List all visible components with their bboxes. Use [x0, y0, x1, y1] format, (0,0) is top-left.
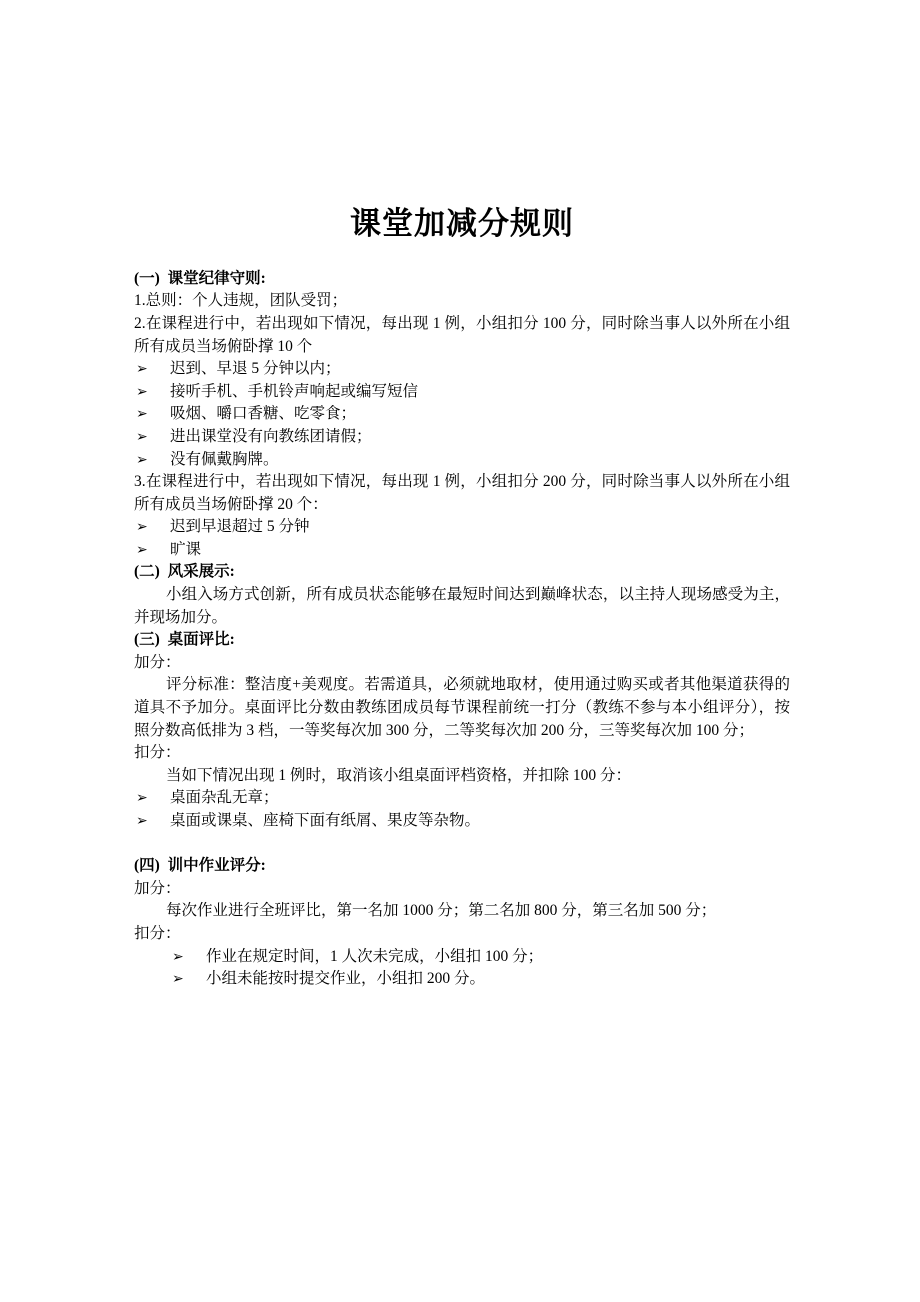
section-spacer [134, 833, 790, 856]
arrowhead-bullet-icon: ➢ [136, 361, 148, 378]
list-item-label: 桌面或课桌、座椅下面有纸屑、果皮等杂物。 [170, 812, 481, 829]
list-item-label: 作业在规定时间，1 人次未完成，小组扣 100 分； [206, 947, 544, 965]
arrowhead-bullet-icon: ➢ [136, 541, 148, 558]
homework-add-points-body: 每次作业进行全班评比，第一名加 1000 分；第二名加 800 分，第三名加 500 分； [166, 902, 717, 920]
arrowhead-bullet-icon: ➢ [136, 383, 148, 400]
rule-2-minus-100: 2.在课程进行中，若出现如下情况，每出现 1 例，小组扣分 100 分，同时除当事人以外所在小组所有成员当场俯卧撑 10 个 [134, 314, 790, 355]
arrowhead-bullet-icon: ➢ [136, 519, 148, 536]
arrowhead-bullet-icon: ➢ [136, 406, 148, 423]
list-item-label: 桌面杂乱无章； [170, 789, 279, 807]
list-item-label: 没有佩戴胸牌。 [170, 450, 279, 468]
desk-deduct-points-label: 扣分： [134, 744, 181, 762]
section-heading-2: (二) 风采展示: [134, 563, 235, 581]
list-item-label: 吸烟、嚼口香糖、吃零食； [170, 405, 357, 423]
rule-3-bullet-list [134, 516, 790, 561]
list-item [134, 968, 790, 991]
list-item-label: 迟到、早退 5 分钟以内； [170, 360, 341, 378]
section-homework-scoring [134, 855, 790, 991]
section-heading-1: (一) 课堂纪律守则: [134, 269, 266, 287]
desk-deduct-points-body: 当如下情况出现 1 例时，取消该小组桌面评档资格，并扣除 100 分： [166, 766, 632, 784]
rule-3-minus-200: 3.在课程进行中，若出现如下情况，每出现 1 例，小组扣分 200 分，同时除当事人以外所在小组所有成员当场俯卧撑 20 个： [134, 473, 790, 513]
section-desk-evaluation [134, 629, 790, 855]
arrowhead-bullet-icon: ➢ [136, 451, 148, 468]
rule-1-general: 1.总则：个人违规，团队受罚； [134, 292, 348, 310]
list-item [134, 426, 790, 449]
list-item [134, 381, 790, 404]
arrowhead-bullet-icon: ➢ [136, 428, 148, 445]
list-item [134, 787, 790, 810]
list-item-label: 小组未能按时提交作业，小组扣 200 分。 [206, 970, 486, 988]
list-item [134, 403, 790, 426]
arrowhead-bullet-icon: ➢ [172, 971, 184, 988]
list-item [134, 946, 790, 969]
document-body [134, 205, 790, 991]
homework-deduct-points-label: 扣分： [134, 924, 181, 942]
list-item [134, 539, 790, 562]
section-classroom-discipline [134, 268, 790, 562]
list-item-label: 迟到早退超过 5 分钟 [170, 518, 310, 536]
arrowhead-bullet-icon: ➢ [172, 948, 184, 965]
list-item [134, 358, 790, 381]
list-item-label: 进出课堂没有向教练团请假； [170, 427, 372, 445]
arrowhead-bullet-icon: ➢ [136, 813, 148, 829]
homework-add-points-label: 加分： [134, 879, 181, 897]
page-title: 课堂加减分规则 [350, 206, 574, 241]
list-item-label: 接听手机、手机铃声响起或编写短信 [170, 382, 419, 400]
style-showcase-body: 小组入场方式创新，所有成员状态能够在最短时间达到巅峰状态，以主持人现场感受为主，并现场加分。 [134, 586, 790, 626]
section-heading-4: (四) 训中作业评分: [134, 857, 266, 875]
rule-2-bullet-list [134, 358, 790, 471]
list-item-label: 旷课 [170, 540, 202, 558]
desk-deduct-bullet-list [134, 787, 790, 832]
list-item [134, 810, 790, 833]
desk-add-points-label: 加分： [134, 653, 181, 671]
desk-add-points-body: 评分标准：整洁度+美观度。若需道具，必须就地取材，使用通过购买或者其他渠道获得的道具不予加分。桌面评比分数由教练团成员每节课程前统一打分（教练不参与本小组评分），按照分数高低排为 3 档，一等奖每次加 300 分，二等奖每次加 200 分，三等奖每次加 100 分； [134, 676, 790, 739]
section-style-showcase [134, 561, 790, 629]
list-item [134, 516, 790, 539]
homework-deduct-bullet-list [134, 946, 790, 991]
list-item [134, 449, 790, 472]
section-heading-3: (三) 桌面评比: [134, 631, 235, 649]
arrowhead-bullet-icon: ➢ [136, 790, 148, 807]
